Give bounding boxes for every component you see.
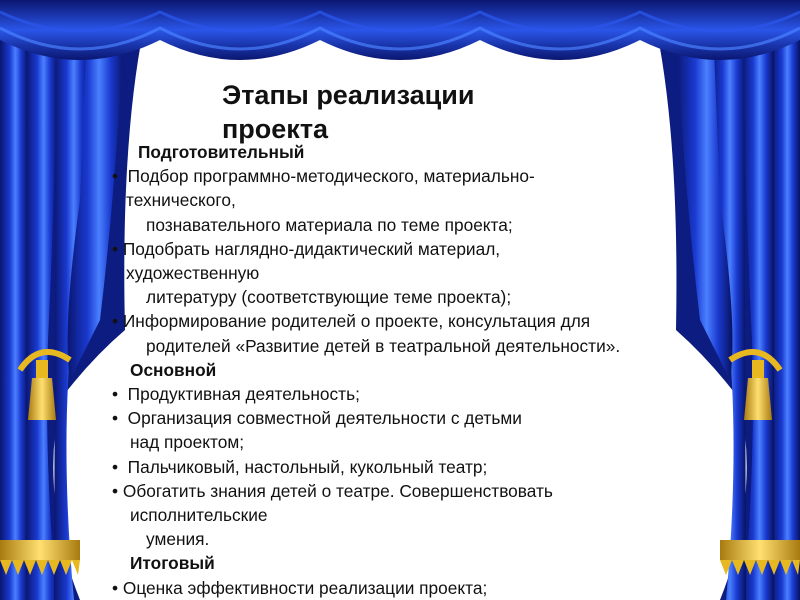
bullet: • bbox=[112, 480, 119, 501]
list-item: • Информирование родителей о проекте, консультация для bbox=[112, 311, 591, 332]
list-item: • Пальчиковый, настольный, кукольный театр; bbox=[112, 456, 488, 477]
stages-list bbox=[112, 140, 702, 600]
bullet: • bbox=[112, 408, 119, 429]
list-item-continuation: над проектом; bbox=[130, 432, 244, 453]
list-item: • Подбор программно-методического, материально- bbox=[112, 166, 535, 187]
bullet: • bbox=[112, 577, 119, 598]
list-item-continuation: умения. bbox=[146, 529, 210, 550]
list-item: • Организация совместной деятельности с детьми bbox=[112, 408, 522, 429]
bullet: • bbox=[112, 166, 119, 187]
list-item-continuation: познавательного материала по теме проекта; bbox=[146, 214, 513, 235]
bullet: • bbox=[112, 384, 119, 405]
bullet: • bbox=[112, 456, 119, 477]
page-title: Этапы реализации проекта bbox=[222, 80, 475, 144]
list-item-continuation: литературу (соответствующие теме проекта); bbox=[146, 287, 512, 308]
section-heading: Итоговый bbox=[130, 553, 215, 574]
section-heading: Основной bbox=[130, 359, 217, 380]
list-item-continuation: технического, bbox=[126, 190, 236, 211]
list-item: • Обогатить знания детей о театре. Совершенствовать bbox=[112, 480, 553, 501]
list-item-continuation: родителей «Развитие детей в театральной деятельности». bbox=[146, 335, 621, 356]
list-item-continuation: художественную bbox=[126, 263, 260, 284]
list-item: • Подобрать наглядно-дидактический материал, bbox=[112, 238, 501, 259]
bullet: • bbox=[112, 238, 119, 259]
bullet: • bbox=[112, 311, 119, 332]
section-heading: Подготовительный bbox=[138, 142, 305, 162]
curtain-valance bbox=[0, 0, 800, 60]
list-item: • Продуктивная деятельность; bbox=[112, 384, 360, 405]
list-item: • Оценка эффективности реализации проекта; bbox=[112, 577, 488, 598]
list-item-continuation: исполнительские bbox=[130, 505, 268, 526]
